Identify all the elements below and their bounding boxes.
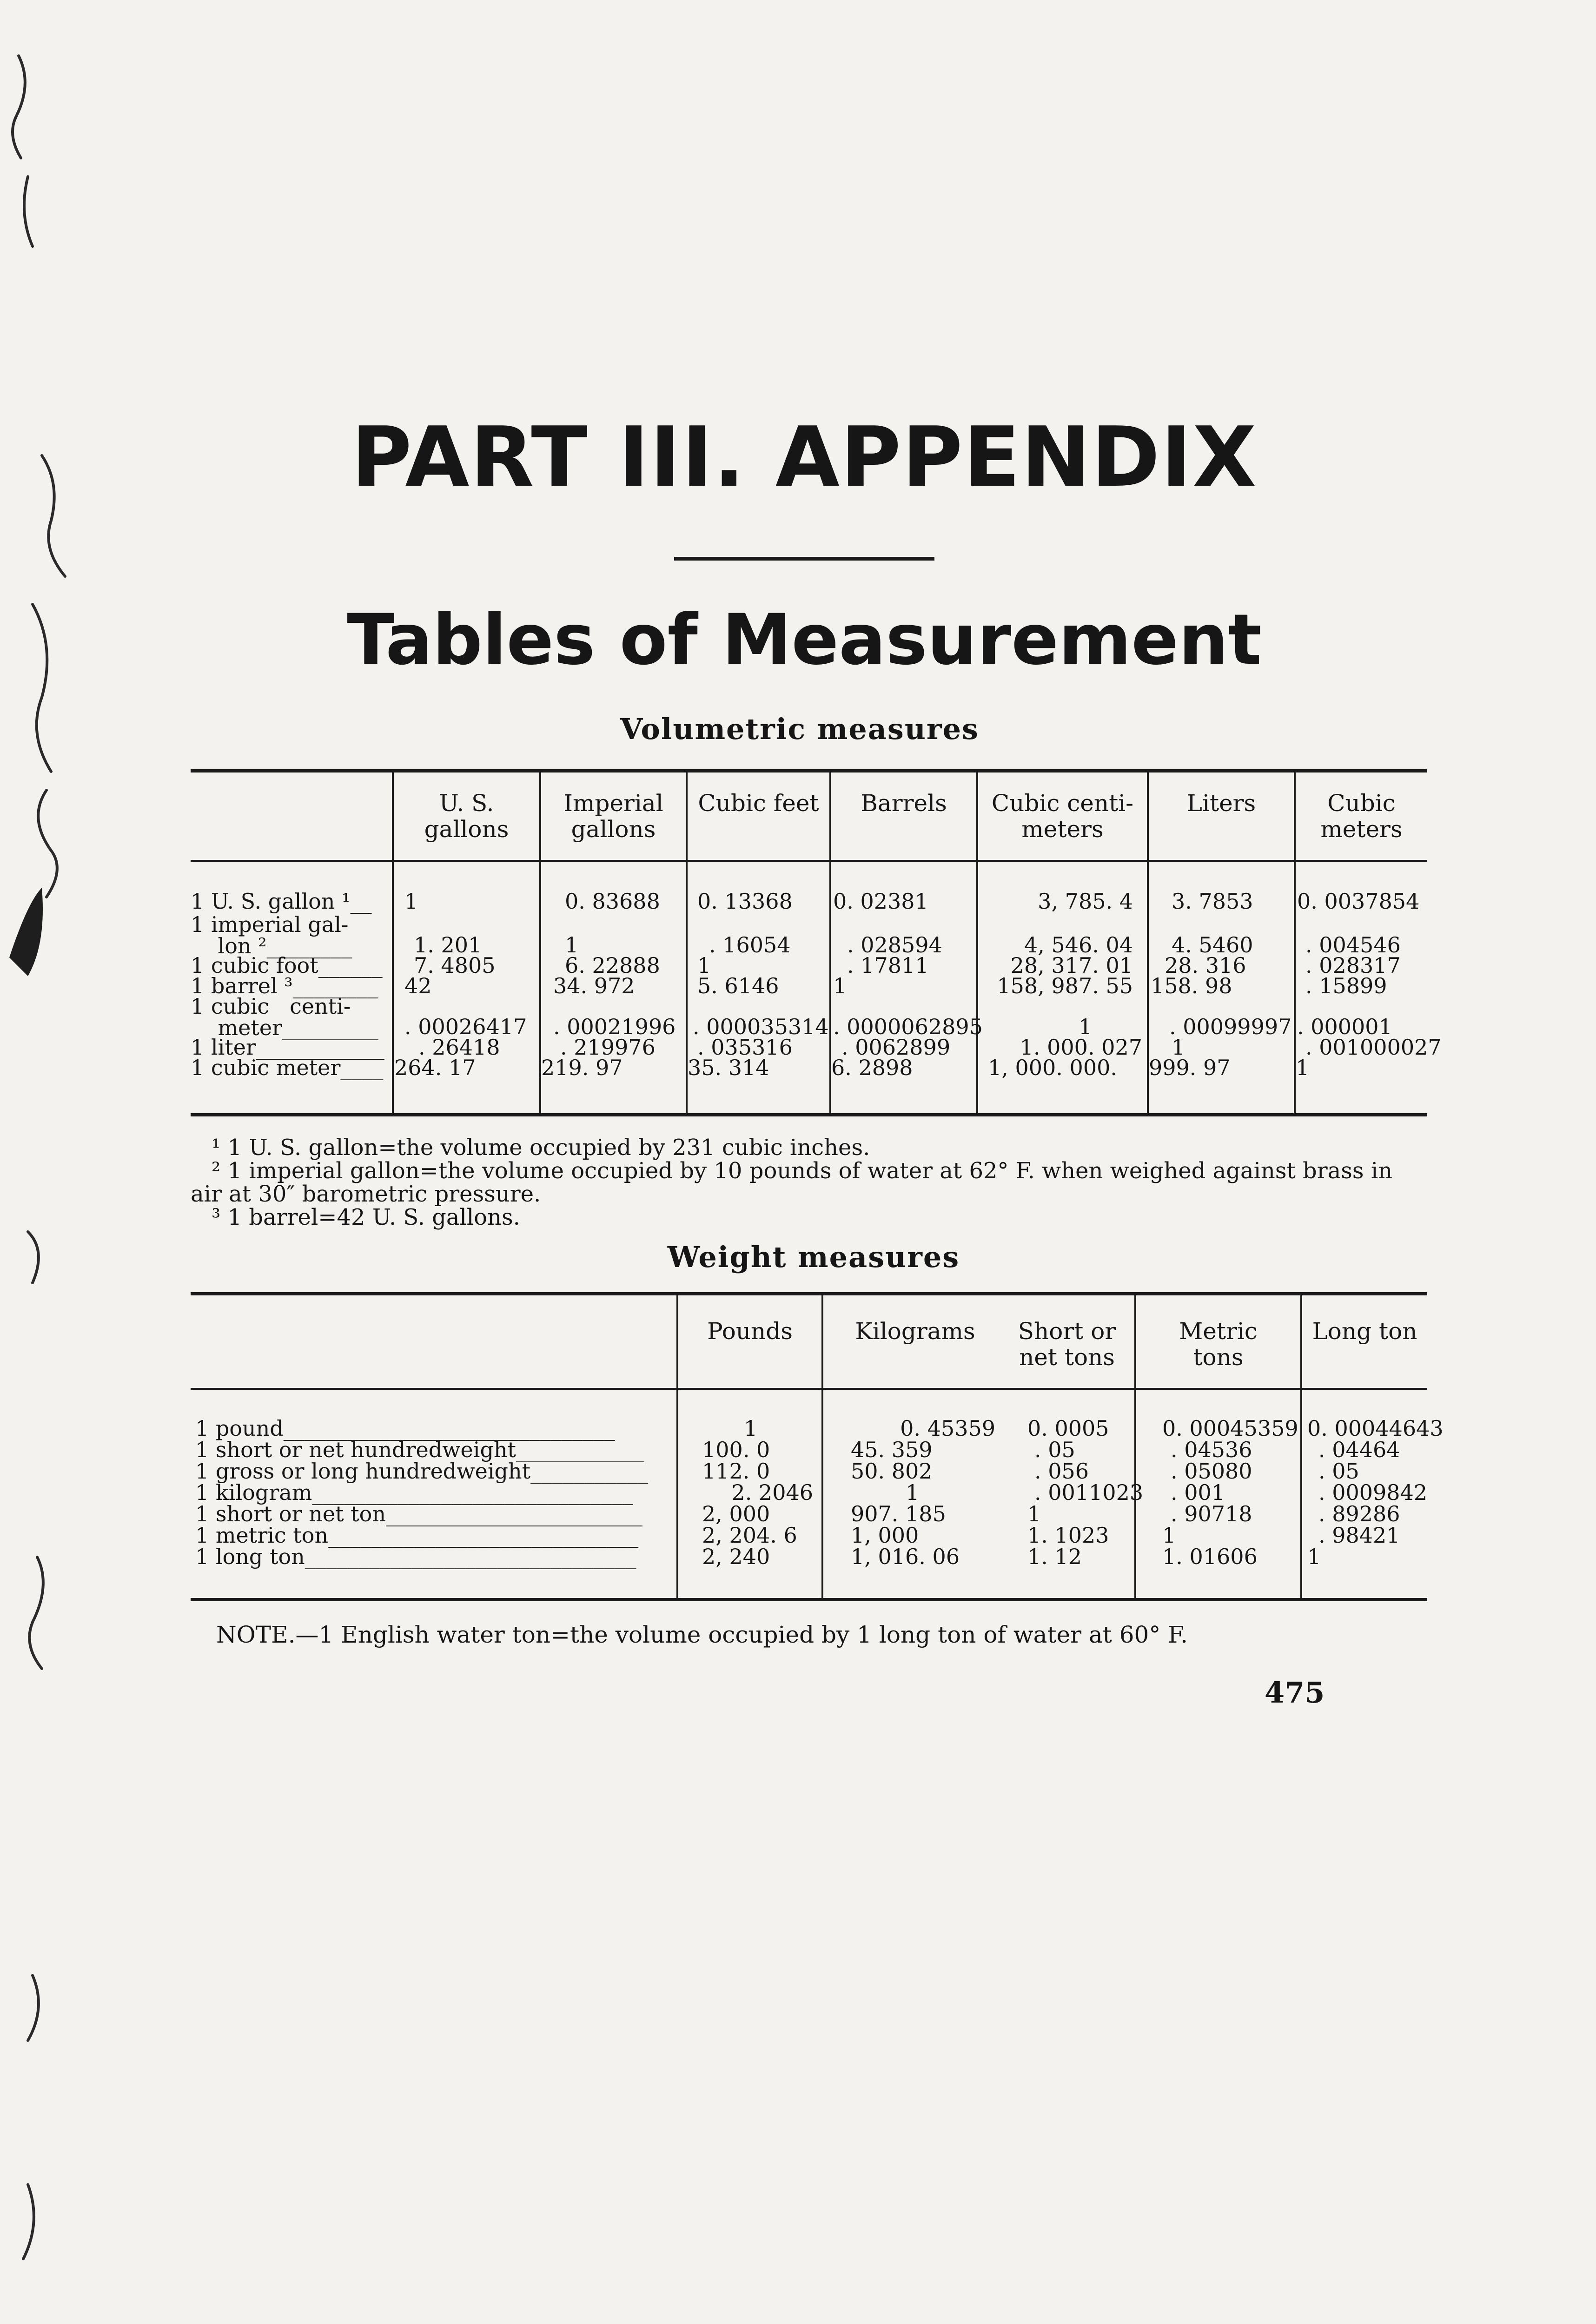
table-cell: . 00021996 <box>553 1014 676 1039</box>
table-top-rule <box>191 1292 1427 1295</box>
column-header: Liters <box>1186 790 1256 817</box>
column-header: Pounds <box>707 1318 793 1345</box>
footnote: ² 1 imperial gallon=the volume occupied by 10 pounds of water at 62° F. when weighed against brass in <box>212 1158 1393 1184</box>
table-cell: . 16054 <box>709 932 791 957</box>
table-cell: . 00099997 <box>1169 1014 1292 1039</box>
footnote: ¹ 1 U. S. gallon=the volume occupied by 231 cubic inches. <box>212 1135 870 1161</box>
table-cell: . 000035314 <box>693 1014 829 1039</box>
table-cell: 5. 6146 <box>697 973 779 998</box>
table-cell: . 028317 <box>1305 953 1401 978</box>
table-cell: . 05 <box>1034 1437 1075 1462</box>
table-cell: 1, 000 <box>851 1523 919 1548</box>
footnote: ³ 1 barrel=42 U. S. gallons. <box>212 1204 520 1230</box>
column-header: Imperial gallons <box>563 790 663 843</box>
table-cell: 1 <box>1027 1501 1041 1526</box>
table-cell: 1 <box>1079 1014 1093 1039</box>
row-label: 1 cubic meter____ <box>191 1055 384 1080</box>
footnote: air at 30″ barometric pressure. <box>191 1181 541 1207</box>
table-cell: 0. 13368 <box>697 889 793 914</box>
table-cell: 1 <box>404 889 418 914</box>
row-label: 1 short or net ton________________________ <box>195 1501 642 1526</box>
table-cell: 1 <box>1296 1055 1310 1080</box>
row-label: 1 metric ton_____________________________ <box>195 1523 639 1548</box>
header-rule <box>191 1388 1427 1390</box>
table-cell: 28. 316 <box>1165 953 1246 978</box>
row-label: 1 gross or long hundredweight___________ <box>195 1459 649 1484</box>
table-cell: . 05080 <box>1171 1459 1252 1484</box>
table-cell: 45. 359 <box>851 1437 933 1462</box>
table-cell: 1 <box>744 1416 758 1441</box>
table-cell: 1 <box>906 1480 920 1505</box>
table-cell: 1. 000. 027 <box>1020 1035 1142 1060</box>
table-cell: 2, 204. 6 <box>702 1523 797 1548</box>
row-label: 1 cubic foot______ <box>191 953 383 978</box>
table-bottom-rule <box>191 1598 1427 1601</box>
table-cell: . 028594 <box>847 932 942 957</box>
table-cell: . 0011023 <box>1034 1480 1144 1505</box>
table-cell: . 001 <box>1171 1480 1225 1505</box>
row-label: 1 barrel ³________ <box>191 973 378 998</box>
table-cell: 1. 01606 <box>1162 1544 1258 1569</box>
weight-note: NOTE.—1 English water ton=the volume occupied by 1 long ton of water at 60° F. <box>216 1621 1188 1648</box>
title-divider <box>674 557 934 561</box>
table-cell: 0. 83688 <box>565 889 660 914</box>
table-cell: 100. 0 <box>702 1437 770 1462</box>
table-cell: . 00026417 <box>404 1014 527 1039</box>
table-cell: 1. 12 <box>1027 1544 1082 1569</box>
table-cell: 0. 45359 <box>900 1416 995 1441</box>
table-cell: 0. 00045359 <box>1162 1416 1298 1441</box>
table-cell: 2. 2046 <box>731 1480 813 1505</box>
table-cell: 3. 7853 <box>1172 889 1253 914</box>
table-cell: 0. 00044643 <box>1307 1416 1444 1441</box>
table-cell: 42 <box>404 973 432 998</box>
table-cell: 0. 0005 <box>1027 1416 1109 1441</box>
row-label: 1 long ton_______________________________ <box>195 1544 636 1569</box>
table-cell: . 17811 <box>847 953 929 978</box>
table-cell: 1. 201 <box>414 932 482 957</box>
table-cell: 2, 000 <box>702 1501 770 1526</box>
table-cell: 7. 4805 <box>414 953 496 978</box>
table-cell: 1 <box>697 953 711 978</box>
table-cell: 112. 0 <box>702 1459 770 1484</box>
table-cell: 2, 240 <box>702 1544 770 1569</box>
table-cell: . 035316 <box>697 1035 793 1060</box>
table-cell: . 0009842 <box>1318 1480 1428 1505</box>
column-header: Cubic feet <box>698 790 819 817</box>
table-cell: 1. 1023 <box>1027 1523 1109 1548</box>
table-cell: 0. 02381 <box>833 889 928 914</box>
table-cell: . 89286 <box>1318 1501 1400 1526</box>
table-cell: . 0000062895 <box>833 1014 983 1039</box>
table-cell: . 219976 <box>560 1035 656 1060</box>
column-header: Long ton <box>1312 1318 1417 1345</box>
row-label: 1 pound_______________________________ <box>195 1416 615 1441</box>
table-cell: 219. 97 <box>541 1055 623 1080</box>
table-cell: 50. 802 <box>851 1459 933 1484</box>
table-cell: . 056 <box>1034 1459 1089 1484</box>
table-cell: . 04536 <box>1171 1437 1252 1462</box>
table-cell: 1 <box>833 973 847 998</box>
row-label: 1 cubic centi- meter_________ <box>191 994 379 1040</box>
weight-caption: Weight measures <box>667 1240 960 1274</box>
column-header: Metric tons <box>1179 1318 1258 1371</box>
table-cell: 907. 185 <box>851 1501 946 1526</box>
row-label: 1 short or net hundredweight____________ <box>195 1437 645 1462</box>
column-header: Cubic centi- meters <box>991 790 1134 843</box>
table-cell: 35. 314 <box>688 1055 769 1080</box>
table-cell: 999. 97 <box>1149 1055 1231 1080</box>
row-label: 1 U. S. gallon ¹__ <box>191 889 372 914</box>
table-cell: 1 <box>565 932 579 957</box>
table-bottom-rule <box>191 1113 1427 1116</box>
table-cell: 34. 972 <box>553 973 635 998</box>
table-cell: 0. 0037854 <box>1297 889 1420 914</box>
page-subtitle: Tables of Measurement <box>347 600 1262 680</box>
table-cell: . 05 <box>1318 1459 1359 1484</box>
table-cell: . 001000027 <box>1305 1035 1442 1060</box>
page-number: 475 <box>1265 1676 1325 1710</box>
table-cell: . 004546 <box>1305 932 1401 957</box>
table-cell: 264. 17 <box>394 1055 476 1080</box>
column-header: Kilograms <box>855 1318 975 1345</box>
table-cell: 1, 016. 06 <box>851 1544 960 1569</box>
table-cell: . 0062899 <box>841 1035 951 1060</box>
row-label: 1 imperial gal- lon ²________ <box>191 912 352 958</box>
table-cell: 6. 2898 <box>831 1055 913 1080</box>
table-cell: 158. 98 <box>1151 973 1232 998</box>
column-header: U. S. gallons <box>424 790 509 843</box>
table-cell: 1 <box>1307 1544 1321 1569</box>
table-cell: 4. 5460 <box>1172 932 1253 957</box>
table-cell: . 26418 <box>418 1035 500 1060</box>
table-cell: 1, 000. 000. <box>988 1055 1117 1080</box>
table-cell: 6. 22888 <box>565 953 660 978</box>
table-cell: 1 <box>1162 1523 1176 1548</box>
table-cell: . 000001 <box>1297 1014 1392 1039</box>
scan-edge-marks <box>0 0 93 2324</box>
table-top-rule <box>191 769 1427 772</box>
table-cell: 3, 785. 4 <box>1038 889 1133 914</box>
column-header: Barrels <box>861 790 947 817</box>
table-cell: 28, 317. 01 <box>1010 953 1133 978</box>
header-rule <box>191 860 1427 862</box>
table-cell: . 90718 <box>1171 1501 1252 1526</box>
row-label: 1 liter____________ <box>191 1035 385 1060</box>
table-cell: 158, 987. 55 <box>997 973 1133 998</box>
volumetric-caption: Volumetric measures <box>620 712 979 746</box>
table-cell: 4, 546. 04 <box>1024 932 1133 957</box>
part-title: PART III. APPENDIX <box>351 409 1258 505</box>
column-header: Short or net tons <box>1018 1318 1116 1371</box>
column-header: Cubic meters <box>1320 790 1403 843</box>
row-label: 1 kilogram______________________________ <box>195 1480 633 1505</box>
table-cell: . 98421 <box>1318 1523 1400 1548</box>
table-cell: . 15899 <box>1305 973 1387 998</box>
table-cell: 1 <box>1172 1035 1185 1060</box>
table-cell: . 04464 <box>1318 1437 1400 1462</box>
